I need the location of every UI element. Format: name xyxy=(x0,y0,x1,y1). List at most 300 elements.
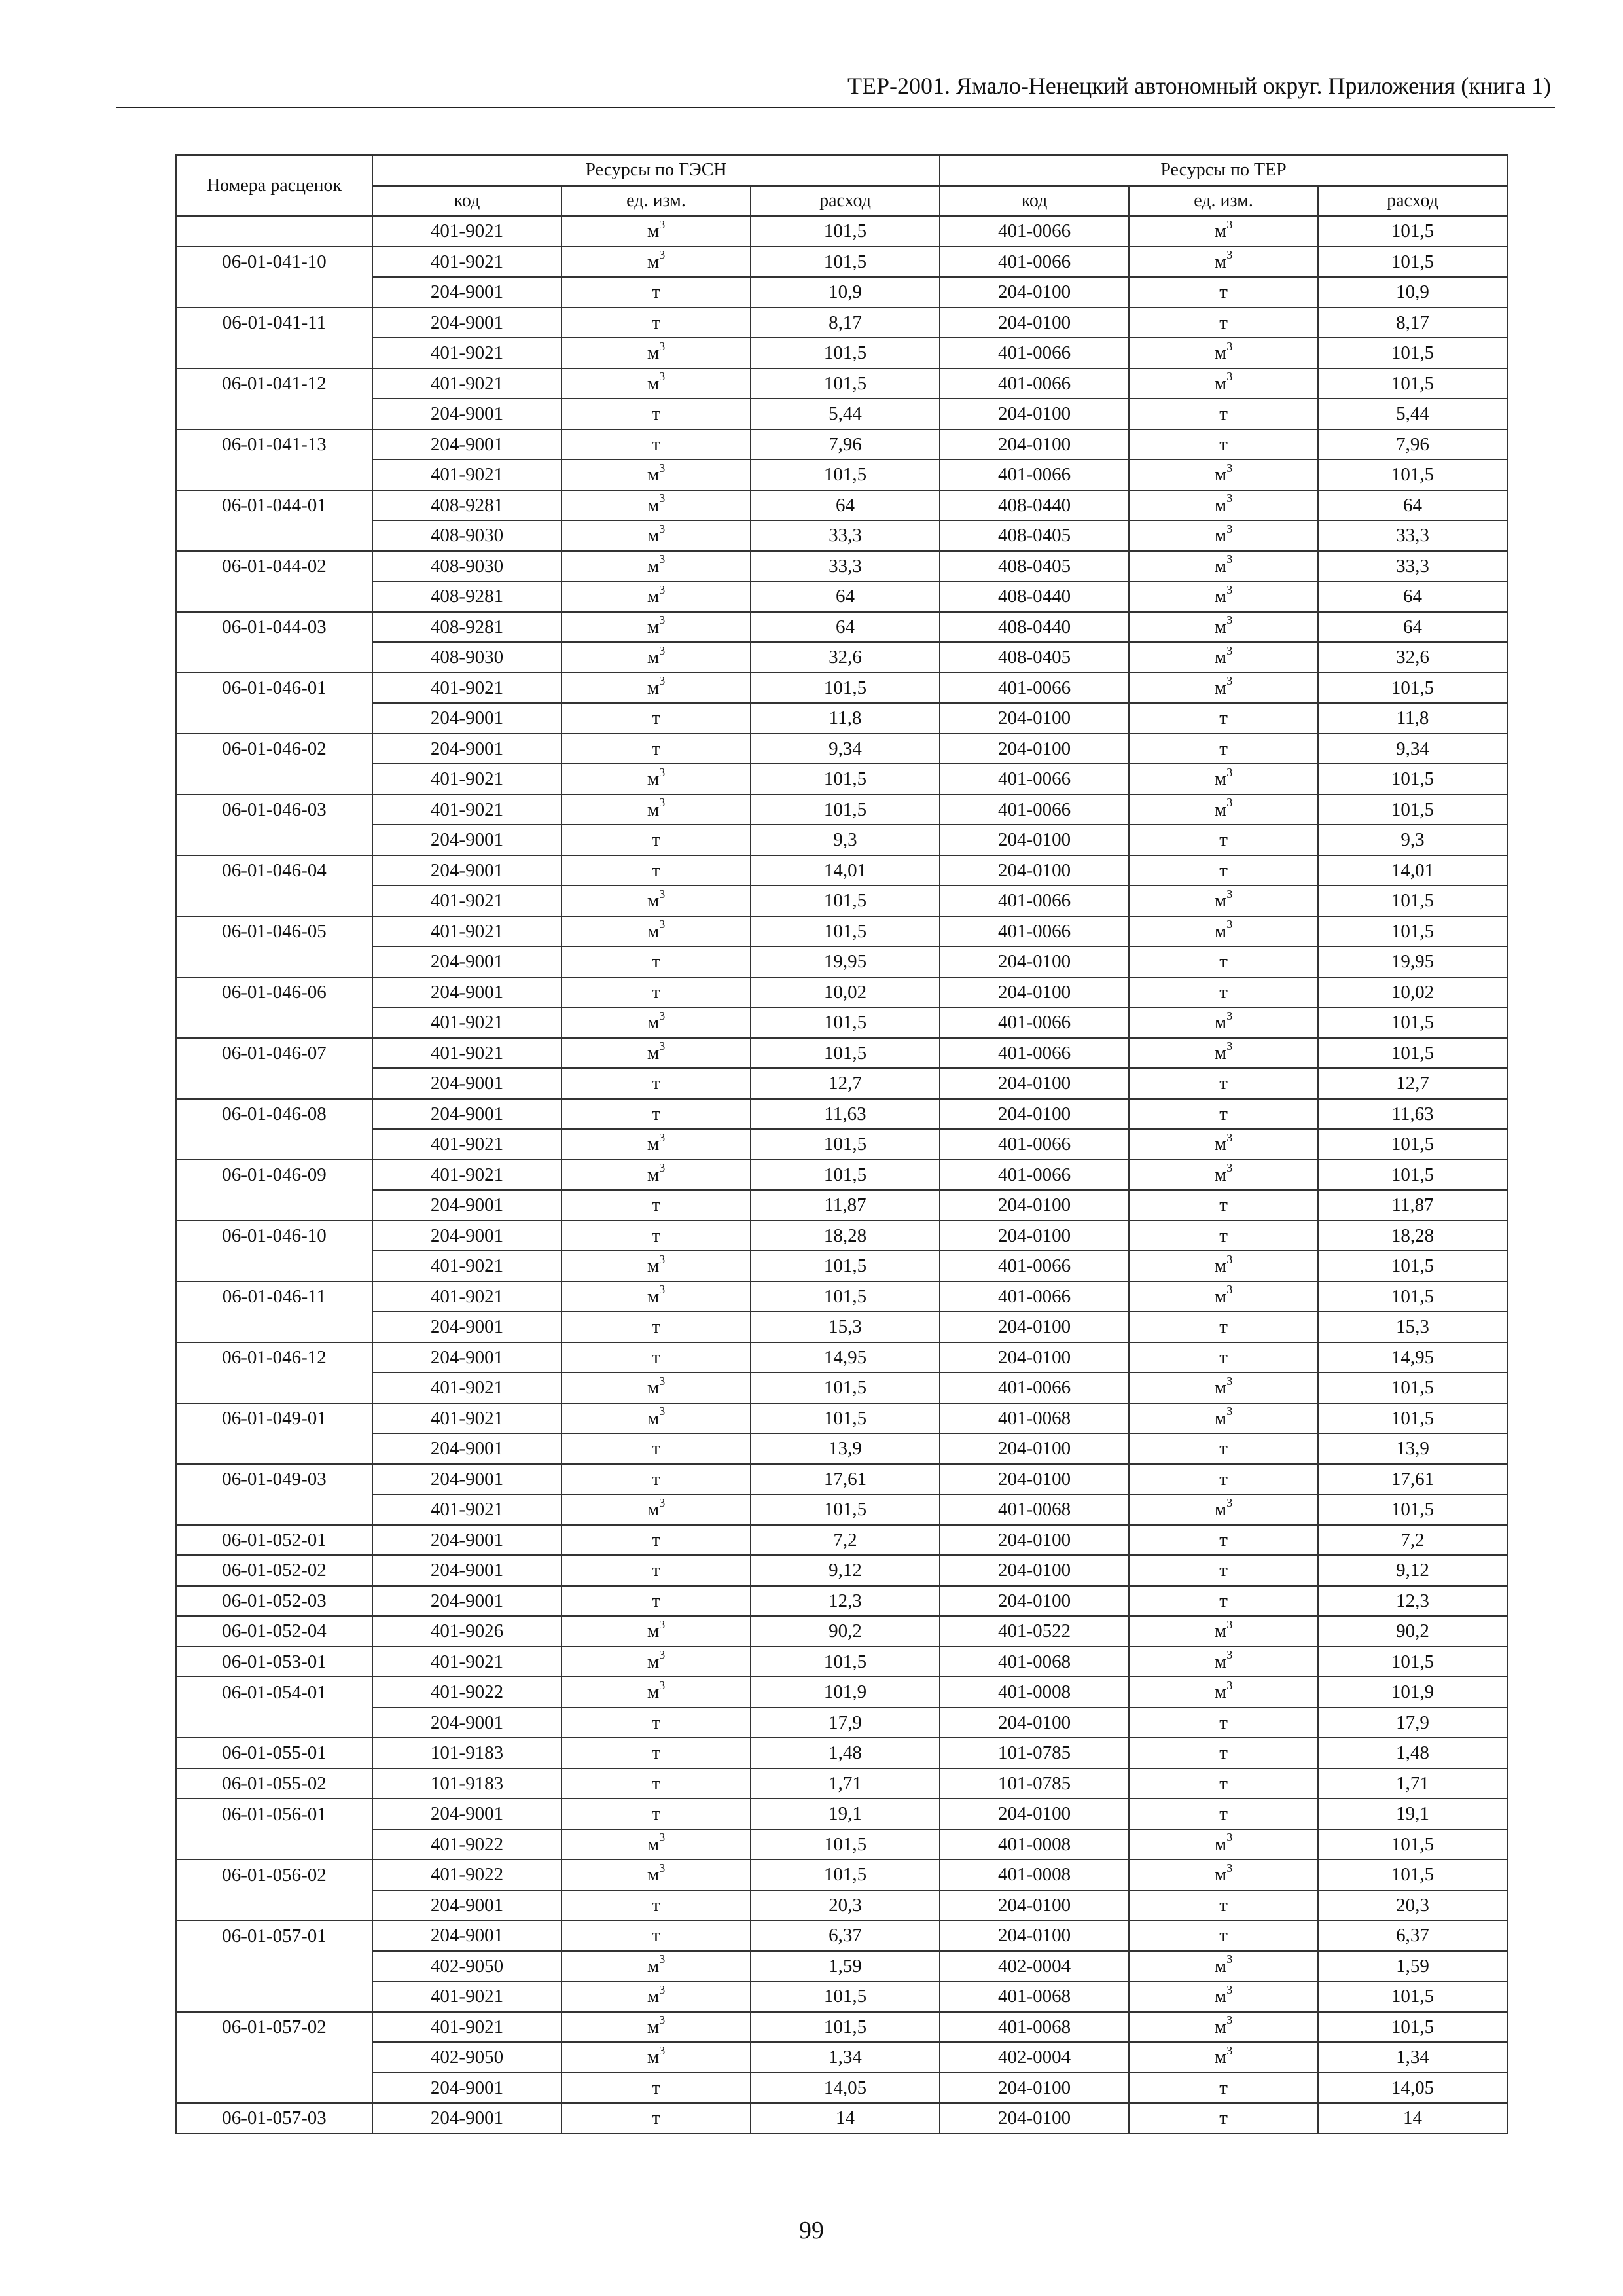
ter-consumption-cell: 101,5 xyxy=(1318,216,1507,247)
gesn-unit-cell: т xyxy=(562,1920,751,1951)
gesn-code-cell: 204-9001 xyxy=(372,399,562,429)
ter-unit-cell: т xyxy=(1129,734,1318,764)
table-row xyxy=(176,308,1507,338)
ter-consumption-cell: 101,5 xyxy=(1318,1829,1507,1860)
rate-number-cell xyxy=(176,2073,372,2104)
page-number: 99 xyxy=(799,2217,824,2244)
gesn-code-cell: 204-9001 xyxy=(372,1190,562,1221)
ter-unit-cell: $м^3$ xyxy=(1129,1160,1318,1191)
gesn-consumption-cell: 101,5 xyxy=(751,1282,940,1312)
gesn-unit-cell: $м^3$ xyxy=(562,459,751,490)
table-row xyxy=(176,1433,1507,1464)
ter-unit-cell: $м^3$ xyxy=(1129,916,1318,947)
ter-code-cell: 204-0100 xyxy=(940,1890,1129,1921)
table-row xyxy=(176,277,1507,308)
table-row xyxy=(176,2073,1507,2104)
gesn-code-cell: 204-9001 xyxy=(372,1099,562,1130)
ter-unit-cell: $м^3$ xyxy=(1129,1494,1318,1525)
gesn-code-cell: 401-9021 xyxy=(372,2012,562,2043)
ter-consumption-cell: 20,3 xyxy=(1318,1890,1507,1921)
gesn-unit-cell: т xyxy=(562,734,751,764)
rate-number-cell xyxy=(176,216,372,247)
ter-consumption-cell: 101,5 xyxy=(1318,1038,1507,1069)
table-row xyxy=(176,2012,1507,2043)
rate-number-cell: 06-01-046-11 xyxy=(176,1282,372,1312)
gesn-unit-cell: $м^3$ xyxy=(562,1129,751,1160)
gesn-code-cell: 101-9183 xyxy=(372,1768,562,1799)
gesn-code-cell: 204-9001 xyxy=(372,1464,562,1495)
ter-consumption-cell: 14 xyxy=(1318,2103,1507,2134)
ter-code-cell: 401-0066 xyxy=(940,886,1129,916)
gesn-unit-cell: т xyxy=(562,1190,751,1221)
ter-consumption-cell: 19,95 xyxy=(1318,946,1507,977)
gesn-consumption-cell: 101,5 xyxy=(751,1494,940,1525)
gesn-unit-cell: $м^3$ xyxy=(562,520,751,551)
rate-number-cell xyxy=(176,825,372,855)
gesn-consumption-cell: 101,5 xyxy=(751,1007,940,1038)
rate-number-cell: 06-01-046-10 xyxy=(176,1221,372,1251)
gesn-code-cell: 401-9021 xyxy=(372,1038,562,1069)
ter-consumption-cell: 101,5 xyxy=(1318,247,1507,278)
rate-number-cell: 06-01-056-01 xyxy=(176,1799,372,1829)
gesn-consumption-cell: 101,5 xyxy=(751,2012,940,2043)
ter-unit-cell: т xyxy=(1129,2103,1318,2134)
ter-code-cell: 101-0785 xyxy=(940,1738,1129,1768)
table-row xyxy=(176,1890,1507,1921)
table-row xyxy=(176,520,1507,551)
table-header xyxy=(176,155,1507,216)
gesn-consumption-header: расход xyxy=(751,186,940,217)
ter-code-cell: 204-0100 xyxy=(940,825,1129,855)
ter-code-cell: 408-0440 xyxy=(940,490,1129,521)
ter-unit-cell: т xyxy=(1129,977,1318,1008)
gesn-unit-cell: $м^3$ xyxy=(562,1647,751,1677)
ter-unit-cell: т xyxy=(1129,1099,1318,1130)
ter-unit-cell: т xyxy=(1129,1068,1318,1099)
gesn-consumption-cell: 101,5 xyxy=(751,1129,940,1160)
ter-code-cell: 401-0068 xyxy=(940,1494,1129,1525)
ter-consumption-cell: 33,3 xyxy=(1318,520,1507,551)
gesn-code-cell: 204-9001 xyxy=(372,2103,562,2134)
ter-unit-cell: $м^3$ xyxy=(1129,886,1318,916)
ter-code-cell: 401-0066 xyxy=(940,247,1129,278)
gesn-consumption-cell: 11,8 xyxy=(751,703,940,734)
ter-code-cell: 204-0100 xyxy=(940,1190,1129,1221)
rate-number-cell xyxy=(176,581,372,612)
ter-consumption-cell: 101,5 xyxy=(1318,1403,1507,1434)
ter-unit-cell: $м^3$ xyxy=(1129,1616,1318,1647)
gesn-unit-cell: т xyxy=(562,1068,751,1099)
ter-consumption-cell: 9,3 xyxy=(1318,825,1507,855)
ter-unit-cell: т xyxy=(1129,429,1318,460)
ter-consumption-cell: 101,5 xyxy=(1318,2012,1507,2043)
gesn-consumption-cell: 14 xyxy=(751,2103,940,2134)
gesn-consumption-cell: 17,9 xyxy=(751,1708,940,1738)
gesn-code-cell: 402-9050 xyxy=(372,1951,562,1982)
ter-unit-cell: т xyxy=(1129,308,1318,338)
ter-code-cell: 401-0066 xyxy=(940,1038,1129,1069)
gesn-consumption-cell: 101,5 xyxy=(751,1859,940,1890)
table-row xyxy=(176,1647,1507,1677)
ter-consumption-cell: 14,01 xyxy=(1318,855,1507,886)
ter-consumption-cell: 64 xyxy=(1318,612,1507,643)
ter-consumption-cell: 13,9 xyxy=(1318,1433,1507,1464)
table-row xyxy=(176,216,1507,247)
ter-code-cell: 401-0066 xyxy=(940,1160,1129,1191)
gesn-consumption-cell: 101,9 xyxy=(751,1677,940,1708)
gesn-consumption-cell: 14,05 xyxy=(751,2073,940,2104)
table-row xyxy=(176,247,1507,278)
ter-consumption-cell: 101,5 xyxy=(1318,1160,1507,1191)
gesn-code-cell: 401-9021 xyxy=(372,916,562,947)
gesn-code-cell: 408-9281 xyxy=(372,581,562,612)
gesn-code-cell: 401-9021 xyxy=(372,368,562,399)
gesn-code-cell: 204-9001 xyxy=(372,1586,562,1617)
ter-unit-cell: $м^3$ xyxy=(1129,1647,1318,1677)
gesn-code-cell: 204-9001 xyxy=(372,277,562,308)
gesn-consumption-cell: 101,5 xyxy=(751,1251,940,1282)
gesn-unit-cell: $м^3$ xyxy=(562,1494,751,1525)
gesn-consumption-cell: 17,61 xyxy=(751,1464,940,1495)
rate-number-cell xyxy=(176,1129,372,1160)
ter-unit-cell: $м^3$ xyxy=(1129,1007,1318,1038)
gesn-code-cell: 204-9001 xyxy=(372,429,562,460)
ter-code-cell: 204-0100 xyxy=(940,399,1129,429)
ter-consumption-cell: 32,6 xyxy=(1318,642,1507,673)
ter-code-cell: 204-0100 xyxy=(940,2073,1129,2104)
ter-code-cell: 408-0440 xyxy=(940,612,1129,643)
table-row xyxy=(176,1099,1507,1130)
gesn-code-cell: 401-9021 xyxy=(372,1251,562,1282)
ter-consumption-cell: 101,5 xyxy=(1318,1007,1507,1038)
ter-code-cell: 401-0066 xyxy=(940,368,1129,399)
gesn-code-cell: 204-9001 xyxy=(372,1799,562,1829)
rate-number-cell xyxy=(176,1494,372,1525)
gesn-unit-cell: т xyxy=(562,1708,751,1738)
ter-unit-cell: т xyxy=(1129,1555,1318,1586)
gesn-code-cell: 401-9021 xyxy=(372,459,562,490)
gesn-code-header: код xyxy=(372,186,562,217)
gesn-consumption-cell: 11,63 xyxy=(751,1099,940,1130)
rate-number-cell xyxy=(176,2042,372,2073)
ter-code-cell: 401-0008 xyxy=(940,1859,1129,1890)
ter-unit-cell: $м^3$ xyxy=(1129,2012,1318,2043)
ter-unit-cell: $м^3$ xyxy=(1129,1981,1318,2012)
table-row xyxy=(176,399,1507,429)
gesn-consumption-cell: 101,5 xyxy=(751,247,940,278)
resources-table xyxy=(175,154,1508,2134)
ter-code-cell: 204-0100 xyxy=(940,703,1129,734)
gesn-unit-cell: т xyxy=(562,1312,751,1342)
ter-unit-cell: $м^3$ xyxy=(1129,1829,1318,1860)
ter-consumption-cell: 1,34 xyxy=(1318,2042,1507,2073)
gesn-code-cell: 408-9030 xyxy=(372,551,562,582)
ter-unit-cell: т xyxy=(1129,399,1318,429)
gesn-unit-cell: $м^3$ xyxy=(562,886,751,916)
ter-consumption-cell: 9,34 xyxy=(1318,734,1507,764)
gesn-consumption-cell: 19,1 xyxy=(751,1799,940,1829)
rate-number-cell: 06-01-057-03 xyxy=(176,2103,372,2134)
gesn-code-cell: 401-9026 xyxy=(372,1616,562,1647)
gesn-consumption-cell: 19,95 xyxy=(751,946,940,977)
ter-code-cell: 402-0004 xyxy=(940,1951,1129,1982)
gesn-unit-cell: т xyxy=(562,1768,751,1799)
rate-number-cell xyxy=(176,520,372,551)
gesn-unit-cell: т xyxy=(562,1890,751,1921)
ter-code-cell: 204-0100 xyxy=(940,1464,1129,1495)
gesn-consumption-cell: 9,3 xyxy=(751,825,940,855)
gesn-code-cell: 408-9030 xyxy=(372,520,562,551)
gesn-unit-cell: $м^3$ xyxy=(562,247,751,278)
ter-consumption-cell: 101,5 xyxy=(1318,1129,1507,1160)
gesn-code-cell: 204-9001 xyxy=(372,977,562,1008)
rate-number-cell: 06-01-046-03 xyxy=(176,795,372,825)
ter-unit-cell: $м^3$ xyxy=(1129,338,1318,368)
ter-consumption-cell: 101,5 xyxy=(1318,916,1507,947)
ter-consumption-cell: 101,5 xyxy=(1318,886,1507,916)
gesn-consumption-cell: 18,28 xyxy=(751,1221,940,1251)
rate-number-cell: 06-01-041-10 xyxy=(176,247,372,278)
ter-consumption-cell: 19,1 xyxy=(1318,1799,1507,1829)
ter-code-cell: 401-0066 xyxy=(940,795,1129,825)
ter-unit-cell: т xyxy=(1129,946,1318,977)
gesn-unit-cell: т xyxy=(562,399,751,429)
gesn-consumption-cell: 7,2 xyxy=(751,1525,940,1556)
gesn-unit-cell: $м^3$ xyxy=(562,673,751,704)
ter-consumption-cell: 8,17 xyxy=(1318,308,1507,338)
table-row xyxy=(176,1251,1507,1282)
rate-number-cell xyxy=(176,1829,372,1860)
ter-code-cell: 204-0100 xyxy=(940,1920,1129,1951)
ter-code-cell: 401-0066 xyxy=(940,1282,1129,1312)
table-row xyxy=(176,1190,1507,1221)
ter-unit-cell: т xyxy=(1129,825,1318,855)
table-row xyxy=(176,642,1507,673)
gesn-consumption-cell: 7,96 xyxy=(751,429,940,460)
table-row xyxy=(176,886,1507,916)
gesn-consumption-cell: 6,37 xyxy=(751,1920,940,1951)
ter-code-cell: 408-0440 xyxy=(940,581,1129,612)
gesn-unit-cell: т xyxy=(562,308,751,338)
ter-consumption-cell: 7,96 xyxy=(1318,429,1507,460)
ter-code-cell: 401-0066 xyxy=(940,338,1129,368)
rate-number-cell: 06-01-046-07 xyxy=(176,1038,372,1069)
rate-number-cell: 06-01-046-09 xyxy=(176,1160,372,1191)
gesn-unit-cell: т xyxy=(562,1738,751,1768)
ter-consumption-cell: 14,95 xyxy=(1318,1342,1507,1373)
rate-number-cell xyxy=(176,338,372,368)
ter-unit-cell: т xyxy=(1129,1738,1318,1768)
ter-unit-cell: $м^3$ xyxy=(1129,1282,1318,1312)
gesn-unit-cell: $м^3$ xyxy=(562,795,751,825)
gesn-consumption-cell: 15,3 xyxy=(751,1312,940,1342)
ter-consumption-cell: 15,3 xyxy=(1318,1312,1507,1342)
gesn-code-cell: 204-9001 xyxy=(372,734,562,764)
ter-consumption-cell: 17,61 xyxy=(1318,1464,1507,1495)
rate-number-cell: 06-01-046-06 xyxy=(176,977,372,1008)
ter-code-cell: 402-0004 xyxy=(940,2042,1129,2073)
table-row xyxy=(176,734,1507,764)
ter-unit-cell: т xyxy=(1129,1342,1318,1373)
table-row xyxy=(176,1068,1507,1099)
gesn-unit-cell: $м^3$ xyxy=(562,1007,751,1038)
gesn-consumption-cell: 9,34 xyxy=(751,734,940,764)
ter-consumption-cell: 101,5 xyxy=(1318,1494,1507,1525)
gesn-code-cell: 401-9021 xyxy=(372,1282,562,1312)
ter-code-cell: 204-0100 xyxy=(940,429,1129,460)
rate-number-cell xyxy=(176,642,372,673)
ter-resources-header: Ресурсы по ТЕР xyxy=(940,155,1507,186)
ter-unit-cell: т xyxy=(1129,1920,1318,1951)
gesn-unit-cell: т xyxy=(562,1525,751,1556)
ter-code-cell: 401-0066 xyxy=(940,764,1129,795)
ter-unit-cell: $м^3$ xyxy=(1129,581,1318,612)
ter-unit-cell: т xyxy=(1129,1708,1318,1738)
gesn-code-cell: 401-9021 xyxy=(372,1494,562,1525)
ter-unit-cell: $м^3$ xyxy=(1129,520,1318,551)
gesn-consumption-cell: 101,5 xyxy=(751,673,940,704)
rate-number-cell: 06-01-055-02 xyxy=(176,1768,372,1799)
gesn-consumption-cell: 101,5 xyxy=(751,216,940,247)
gesn-consumption-cell: 101,5 xyxy=(751,1160,940,1191)
gesn-unit-cell: т xyxy=(562,1555,751,1586)
table-body xyxy=(176,216,1507,2134)
ter-code-cell: 408-0405 xyxy=(940,520,1129,551)
ter-unit-cell: $м^3$ xyxy=(1129,459,1318,490)
ter-code-cell: 204-0100 xyxy=(940,1586,1129,1617)
gesn-code-cell: 204-9001 xyxy=(372,1342,562,1373)
ter-code-cell: 204-0100 xyxy=(940,2103,1129,2134)
gesn-unit-cell: $м^3$ xyxy=(562,1251,751,1282)
gesn-code-cell: 204-9001 xyxy=(372,946,562,977)
rate-number-cell xyxy=(176,703,372,734)
table-row xyxy=(176,1129,1507,1160)
gesn-code-cell: 401-9021 xyxy=(372,795,562,825)
ter-unit-cell: $м^3$ xyxy=(1129,247,1318,278)
gesn-consumption-cell: 101,5 xyxy=(751,1647,940,1677)
rate-number-cell: 06-01-046-05 xyxy=(176,916,372,947)
table-row xyxy=(176,1586,1507,1617)
gesn-code-cell: 204-9001 xyxy=(372,1525,562,1556)
table-row xyxy=(176,368,1507,399)
ter-unit-cell: $м^3$ xyxy=(1129,1129,1318,1160)
rate-number-cell xyxy=(176,946,372,977)
rate-number-cell: 06-01-044-02 xyxy=(176,551,372,582)
ter-code-cell: 204-0100 xyxy=(940,855,1129,886)
gesn-code-cell: 204-9001 xyxy=(372,1433,562,1464)
ter-code-cell: 204-0100 xyxy=(940,308,1129,338)
gesn-consumption-cell: 101,5 xyxy=(751,1829,940,1860)
ter-code-cell: 204-0100 xyxy=(940,1099,1129,1130)
ter-code-cell: 401-0066 xyxy=(940,1007,1129,1038)
ter-consumption-cell: 101,5 xyxy=(1318,673,1507,704)
table-row xyxy=(176,1221,1507,1251)
gesn-code-cell: 401-9021 xyxy=(372,1372,562,1403)
ter-consumption-cell: 11,63 xyxy=(1318,1099,1507,1130)
rate-number-cell: 06-01-041-11 xyxy=(176,308,372,338)
ter-code-cell: 204-0100 xyxy=(940,1342,1129,1373)
gesn-consumption-cell: 14,95 xyxy=(751,1342,940,1373)
gesn-code-cell: 408-9281 xyxy=(372,612,562,643)
gesn-unit-cell: $м^3$ xyxy=(562,1372,751,1403)
gesn-code-cell: 408-9030 xyxy=(372,642,562,673)
ter-unit-cell: т xyxy=(1129,1799,1318,1829)
gesn-unit-cell: $м^3$ xyxy=(562,2042,751,2073)
ter-consumption-header: расход xyxy=(1318,186,1507,217)
ter-unit-cell: $м^3$ xyxy=(1129,612,1318,643)
ter-code-cell: 401-0066 xyxy=(940,1372,1129,1403)
table-row xyxy=(176,490,1507,521)
rate-number-cell: 06-01-041-13 xyxy=(176,429,372,460)
gesn-code-cell: 401-9021 xyxy=(372,673,562,704)
rate-number-cell xyxy=(176,459,372,490)
gesn-unit-cell: т xyxy=(562,1799,751,1829)
ter-consumption-cell: 18,28 xyxy=(1318,1221,1507,1251)
gesn-code-cell: 401-9021 xyxy=(372,886,562,916)
ter-code-cell: 408-0405 xyxy=(940,642,1129,673)
ter-consumption-cell: 10,02 xyxy=(1318,977,1507,1008)
ter-unit-cell: т xyxy=(1129,1190,1318,1221)
gesn-unit-cell: $м^3$ xyxy=(562,338,751,368)
gesn-code-cell: 204-9001 xyxy=(372,825,562,855)
ter-consumption-cell: 101,5 xyxy=(1318,459,1507,490)
ter-consumption-cell: 7,2 xyxy=(1318,1525,1507,1556)
gesn-code-cell: 204-9001 xyxy=(372,855,562,886)
ter-unit-cell: т xyxy=(1129,1312,1318,1342)
ter-unit-cell: т xyxy=(1129,1525,1318,1556)
gesn-consumption-cell: 20,3 xyxy=(751,1890,940,1921)
gesn-unit-cell: $м^3$ xyxy=(562,1160,751,1191)
ter-unit-cell: $м^3$ xyxy=(1129,1951,1318,1982)
running-header: ТЕР-2001. Ямало-Ненецкий автономный округ. Приложения (книга 1) xyxy=(847,73,1551,99)
ter-code-cell: 401-0066 xyxy=(940,216,1129,247)
gesn-consumption-cell: 101,5 xyxy=(751,886,940,916)
gesn-unit-cell: $м^3$ xyxy=(562,581,751,612)
table-row xyxy=(176,1738,1507,1768)
ter-consumption-cell: 101,5 xyxy=(1318,1372,1507,1403)
ter-consumption-cell: 64 xyxy=(1318,490,1507,521)
rate-number-cell: 06-01-053-01 xyxy=(176,1647,372,1677)
gesn-code-cell: 401-9022 xyxy=(372,1829,562,1860)
ter-consumption-cell: 101,5 xyxy=(1318,1859,1507,1890)
gesn-unit-cell: $м^3$ xyxy=(562,368,751,399)
ter-code-cell: 401-0066 xyxy=(940,916,1129,947)
gesn-code-cell: 401-9021 xyxy=(372,247,562,278)
ter-consumption-cell: 5,44 xyxy=(1318,399,1507,429)
gesn-unit-cell: $м^3$ xyxy=(562,916,751,947)
table-row xyxy=(176,338,1507,368)
rate-number-cell xyxy=(176,1708,372,1738)
rate-number-cell: 06-01-046-02 xyxy=(176,734,372,764)
ter-consumption-cell: 9,12 xyxy=(1318,1555,1507,1586)
ter-unit-cell: т xyxy=(1129,2073,1318,2104)
table-row xyxy=(176,795,1507,825)
gesn-unit-cell: т xyxy=(562,977,751,1008)
ter-unit-cell: т xyxy=(1129,1890,1318,1921)
gesn-unit-cell: $м^3$ xyxy=(562,1616,751,1647)
table-row xyxy=(176,1555,1507,1586)
table-row xyxy=(176,1859,1507,1890)
table-row xyxy=(176,612,1507,643)
ter-unit-cell: т xyxy=(1129,277,1318,308)
gesn-consumption-cell: 64 xyxy=(751,612,940,643)
gesn-code-cell: 401-9021 xyxy=(372,1007,562,1038)
gesn-code-cell: 204-9001 xyxy=(372,703,562,734)
table-row xyxy=(176,1616,1507,1647)
gesn-consumption-cell: 12,3 xyxy=(751,1586,940,1617)
gesn-consumption-cell: 101,5 xyxy=(751,459,940,490)
gesn-unit-cell: $м^3$ xyxy=(562,642,751,673)
